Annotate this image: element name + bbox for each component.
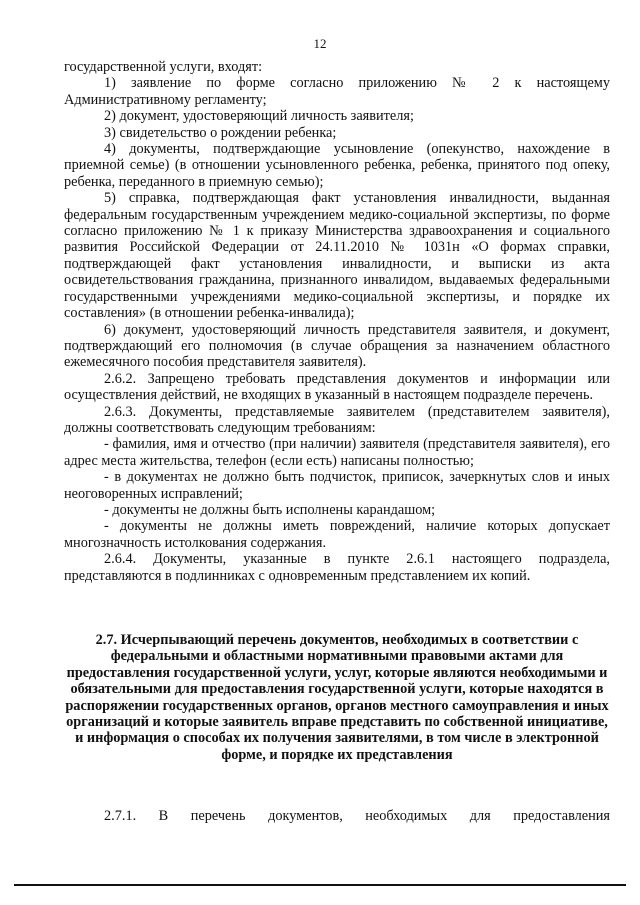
page-number: 12 (313, 36, 327, 51)
paragraph-2-6-4: 2.6.4. Документы, указанные в пункте 2.6.1 настоящего подраздела, представляются в подлинниках с одновременным представлением их копий. (64, 551, 610, 584)
list-item-application: 1) заявление по форме согласно приложению № 2 к настоящему Административному регламенту; (64, 75, 610, 108)
paragraph-2-6-3: 2.6.3. Документы, представляемые заявителем (представителем заявителя), должны соответствовать следующим требованиям: (64, 403, 610, 436)
list-item-representative-documents: 6) документ, удостоверяющий личность представителя заявителя, и документ, подтверждающий его полномочия (в случае обращения за назначением областного ежемесячного пособия представителя заявителя). (64, 321, 610, 371)
requirement-full-name: - фамилия, имя и отчество (при наличии) заявителя (представителя заявителя), его адрес места жительства, телефон (если есть) написаны полностью; (64, 436, 610, 469)
section-heading-2-7: 2.7. Исчерпывающий перечень документов, необходимых в соответствии с федеральными и областными нормативными правовыми актами для предоставления государственной услуги, услуг, которые являются необходимыми и обязательными для предоставления государственной услуги, которые находятся в распоряжении государственных органов, органов местного самоуправления и иных организаций и которые заявитель вправе представить по собственной инициативе, и информация о способах их получения заявителями, в том числе в электронной форме, и порядке их представления (65, 632, 609, 763)
requirement-no-pencil: - документы не должны быть исполнены карандашом; (104, 501, 436, 518)
list-item-birth-certificate: 3) свидетельство о рождении ребенка; (104, 124, 337, 141)
requirement-no-damage: - документы не должны иметь повреждений, наличие которых допускает многозначность истолкования содержания. (64, 518, 610, 551)
paragraph-2-7-1: 2.7.1. В перечень документов, необходимых для предоставления (104, 808, 610, 824)
footer-rule (14, 884, 626, 886)
list-item-identity-document: 2) документ, удостоверяющий личность заявителя; (104, 108, 414, 125)
requirement-no-erasures: - в документах не должно быть подчисток, приписок, зачеркнутых слов и иных неоговоренных исправлений; (64, 469, 610, 502)
paragraph-2-6-2: 2.6.2. Запрещено требовать представления документов и информации или осуществления действий, не входящих в указанный в настоящем подразделе перечень. (64, 370, 610, 404)
list-item-disability-certificate: 5) справка, подтверждающая факт установления инвалидности, выданная федеральным государственным учреждением медико-социальной экспертизы, по форме согласно приложению № 1 к приказу Министерства здравоохранения и социального развития Российской Федерации от 24.11.2010 № 1031н «О формах справки, подтверждающей факт установления инвалидности, и выписки из акта освидетельствования гражданина, признанного инвалидом, выдаваемых федеральными государственными учреждениями медико-социальной экспертизы, и порядке их составления» (в отношении ребенка-инвалида); (64, 190, 610, 322)
paragraph-continuation: государственной услуги, входят: (64, 59, 263, 75)
list-item-adoption-documents: 4) документы, подтверждающие усыновление (опекунство, нахождение в приемной семье) (в отношении усыновленного ребенка, ребенка, принятого под опеку, ребенка, переданного в приемную семью); (64, 141, 610, 190)
document-body (64, 59, 610, 584)
